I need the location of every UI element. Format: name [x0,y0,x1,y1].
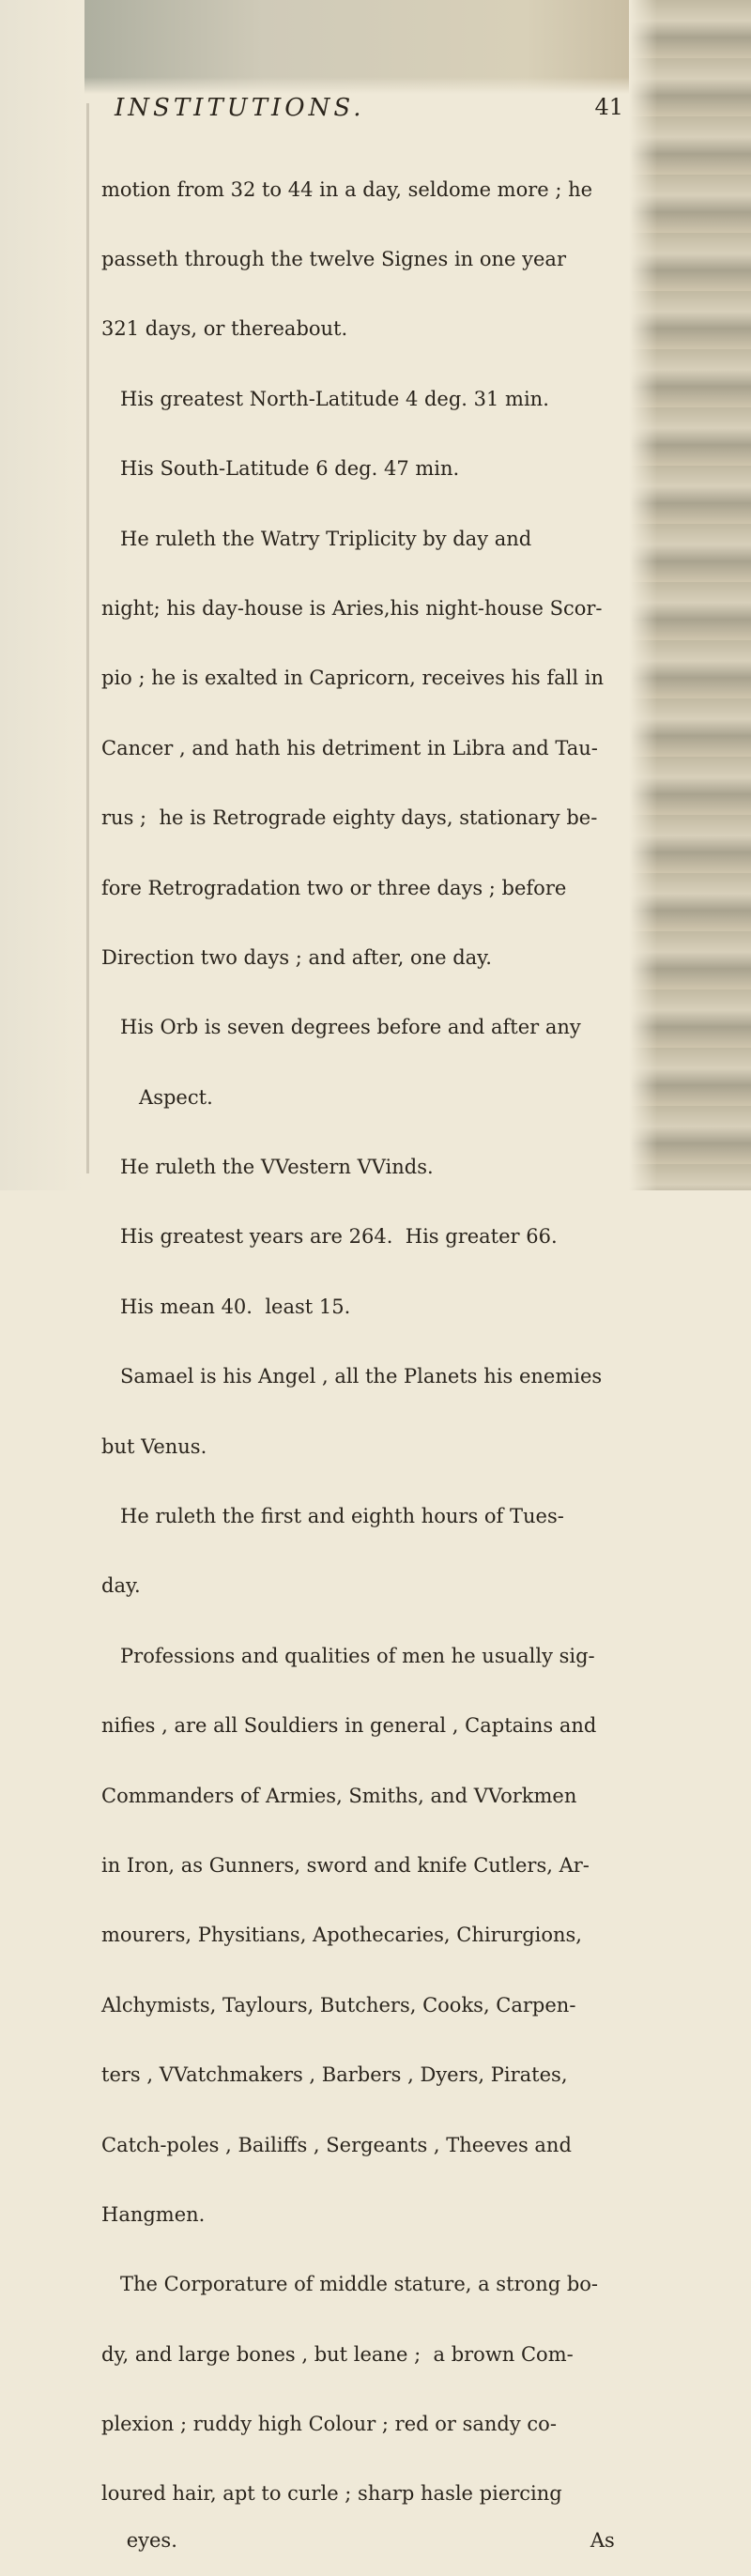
text-line: mourers, Physitians, Apothecaries, Chirurgions, [101,1924,582,1947]
text-line: nifies , are all Souldiers in general , Captains and [101,1714,597,1738]
text-line: rus ; he is Retrograde eighty days, stationary be- [101,806,598,830]
text-line: He ruleth the Watry Triplicity by day and [101,527,532,550]
text-line: The Corporature of middle stature, a strong bo- [101,2273,599,2296]
text-line: His greatest North-Latitude 4 deg. 31 min. [101,387,549,410]
text-line: Cancer , and hath his detriment in Libra and Tau- [101,736,598,759]
text-line: His greatest years are 264. His greater 66. [101,1225,558,1249]
text-line: day. [101,1574,141,1598]
text-line: 321 days, or thereabout. [101,317,348,341]
page-left-margin [0,0,84,1190]
text-line: Hangmen. [101,2202,206,2226]
text-line: Alchymists, Taylours, Butchers, Cooks, Carpen- [101,1993,576,2016]
text-line: plexion ; ruddy high Colour ; red or sandy co- [101,2413,557,2436]
running-title: INSTITUTIONS. [115,94,365,122]
binding-gutter [86,103,89,1173]
text-line: but Venus. [101,1434,207,1458]
text-line: night; his day-house is Aries,his night-house Scor- [101,596,603,620]
text-line: pio ; he is exalted in Capricorn, receives his fall in [101,667,604,690]
text-line: fore Retrogradation two or three days ; before [101,876,567,899]
page-right-edge [629,0,751,1190]
text-line: ters , VVatchmakers , Barbers , Dyers, Pirates, [101,2063,568,2087]
text-line: Catch-poles , Bailiffs , Sergeants , Theeves and [101,2133,572,2156]
text-line: His Orb is seven degrees before and after any [101,1016,581,1039]
text-line: He ruleth the first and eighth hours of Tues- [101,1505,564,1528]
text-line: loured hair, apt to curle ; sharp hasle piercing [101,2482,562,2506]
text-line: motion from 32 to 44 in a day, seldome more ; he [101,177,593,201]
page-header [94,94,629,126]
text-line: He ruleth the VVestern VVinds. [101,1156,434,1179]
text-line: Professions and qualities of men he usually sig- [101,1644,595,1667]
text-line: Aspect. [101,1085,213,1109]
catchword: As [590,2529,615,2553]
text-line: dy, and large bones , but leane ; a brown Com- [101,2342,574,2366]
text-line: Samael is his Angel , all the Planets his enemies [101,1365,603,1388]
text-line: Direction two days ; and after, one day. [101,945,492,969]
page-number: 41 [594,94,623,120]
book-page [94,94,629,2576]
body-text [94,131,629,2576]
text-line: in Iron, as Gunners, sword and knife Cutlers, Ar- [101,1853,590,1877]
text-line-last: eyes. [126,2529,177,2553]
text-line: Commanders of Armies, Smiths, and VVorkmen [101,1784,577,1807]
text-line: His South-Latitude 6 deg. 47 min. [101,457,460,481]
text-line: passeth through the twelve Signes in one year [101,247,566,270]
text-line: His mean 40. least 15. [101,1295,351,1318]
